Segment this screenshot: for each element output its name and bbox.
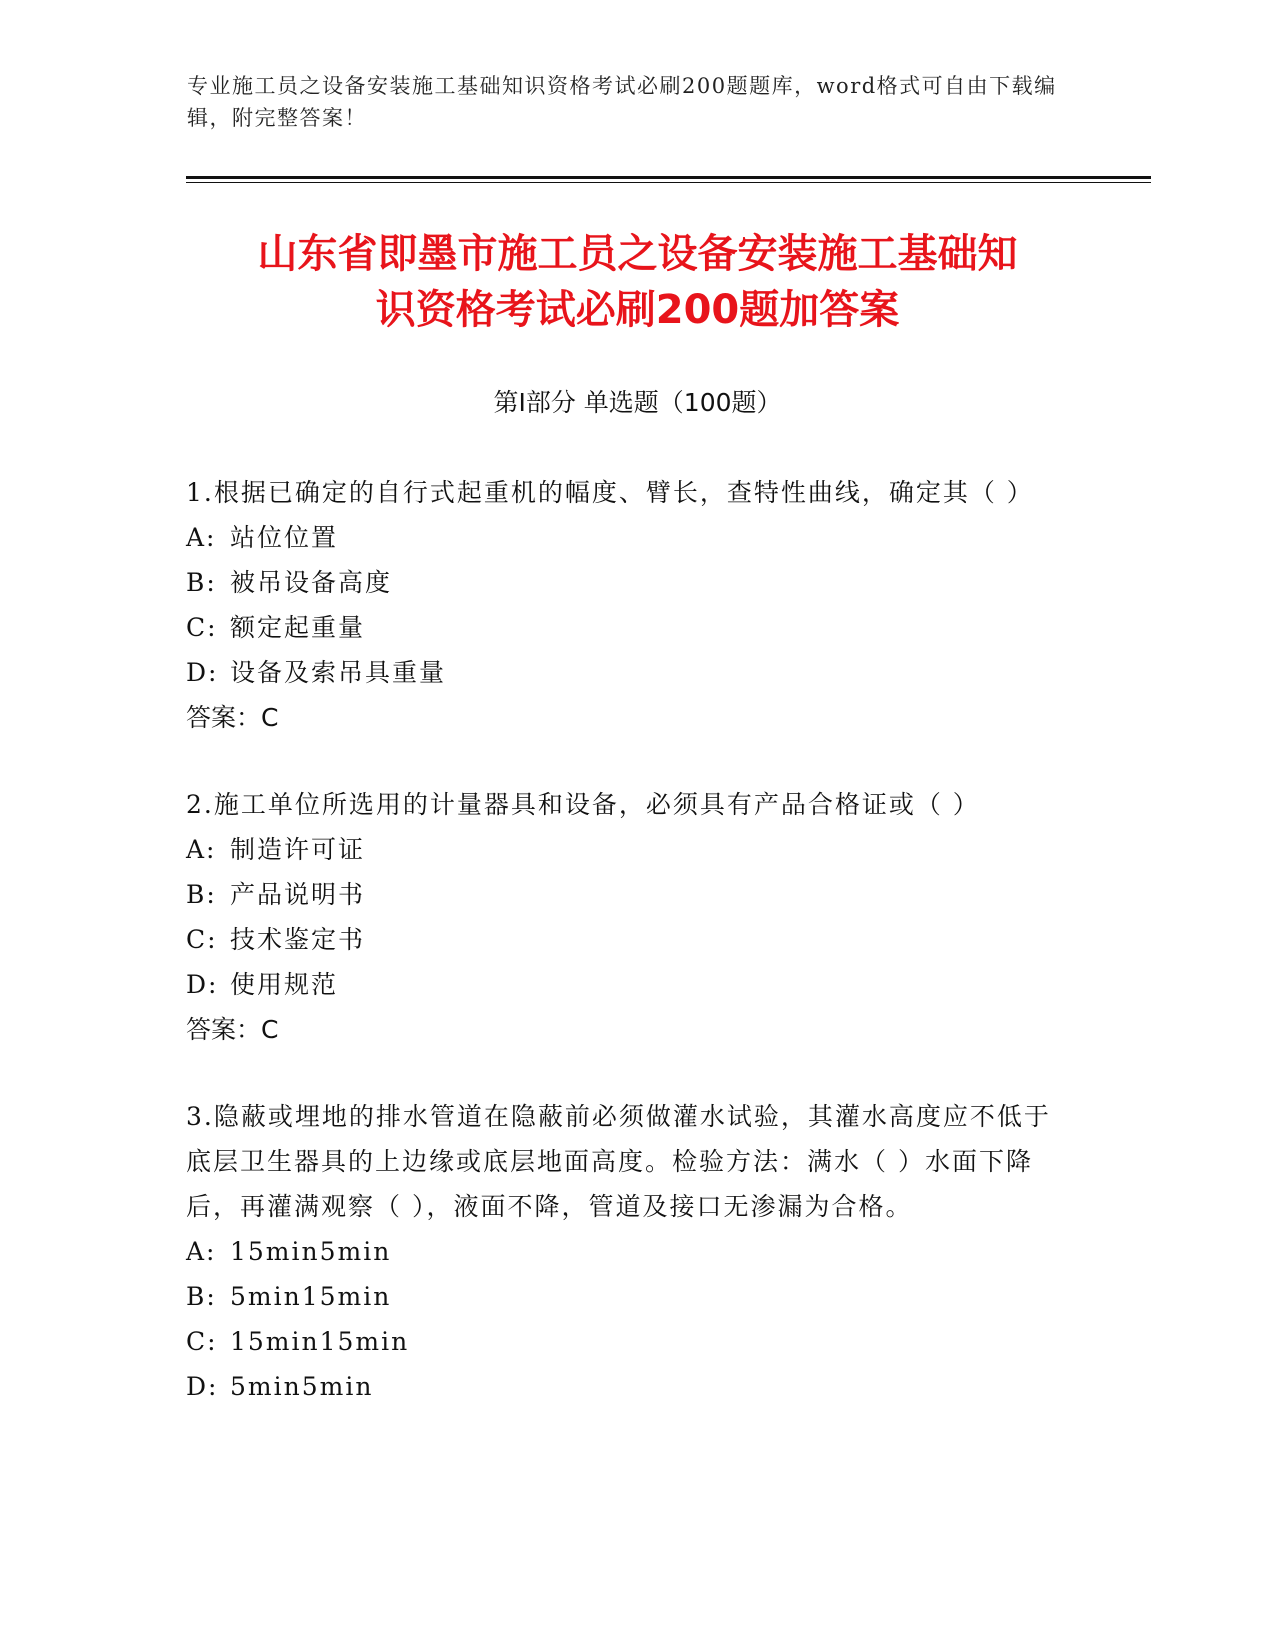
option-a <box>186 827 1071 872</box>
option-text: 产品说明书 <box>230 880 366 909</box>
option-d <box>186 1364 1071 1409</box>
answer-line: 答案：C <box>186 1015 279 1044</box>
option-b <box>186 560 1071 605</box>
option-text: 技术鉴定书 <box>230 925 366 954</box>
option-text: 制造许可证 <box>230 835 366 864</box>
document-title-line-1: 山东省即墨市施工员之设备安装施工基础知 <box>257 231 1018 277</box>
option-text: 站位位置 <box>230 523 339 552</box>
option-b <box>186 1274 1071 1319</box>
option-text: 15min15min <box>230 1327 410 1356</box>
option-letter: D: <box>186 658 219 687</box>
option-letter: D: <box>186 970 219 999</box>
option-d <box>186 962 1071 1007</box>
question-stem: 2.施工单位所选用的计量器具和设备，必须具有产品合格证或（ ） <box>186 790 980 819</box>
question-1 <box>186 470 1071 740</box>
option-letter: D: <box>186 1372 219 1401</box>
header-divider-thick <box>186 176 1151 179</box>
document-title-line-2: 识资格考试必刷200题加答案 <box>375 287 900 333</box>
option-letter: A: <box>186 1237 217 1266</box>
option-text: 5min5min <box>230 1372 374 1401</box>
question-3 <box>186 1094 1071 1409</box>
question-stem: 3.隐蔽或埋地的排水管道在隐蔽前必须做灌水试验，其灌水高度应不低于底层卫生器具的上边缘或底层地面高度。检验方法：满水（ ）水面下降后，再灌满观察（ ），液面不降，管道及接口无渗漏为合格。 <box>186 1102 1051 1221</box>
option-text: 被吊设备高度 <box>230 568 393 597</box>
section-heading: 第Ⅰ部分 单选题（100题） <box>493 388 782 417</box>
option-letter: C: <box>186 925 218 954</box>
option-letter: C: <box>186 1327 218 1356</box>
header-divider-thin <box>186 182 1151 183</box>
option-c <box>186 1319 1071 1364</box>
option-letter: B: <box>186 568 217 597</box>
option-c <box>186 917 1071 962</box>
option-letter: B: <box>186 1282 217 1311</box>
question-stem: 1.根据已确定的自行式起重机的幅度、臂长，查特性曲线，确定其（ ） <box>186 478 1034 507</box>
option-letter: A: <box>186 523 217 552</box>
option-letter: B: <box>186 880 217 909</box>
option-text: 设备及索吊具重量 <box>230 658 447 687</box>
option-d <box>186 650 1071 695</box>
option-text: 额定起重量 <box>230 613 366 642</box>
option-text: 使用规范 <box>230 970 339 999</box>
document-title <box>150 226 1125 338</box>
option-text: 5min15min <box>230 1282 392 1311</box>
answer-line: 答案：C <box>186 703 279 732</box>
option-a <box>186 1229 1071 1274</box>
option-b <box>186 872 1071 917</box>
option-c <box>186 605 1071 650</box>
question-2 <box>186 782 1071 1052</box>
option-a <box>186 515 1071 560</box>
option-letter: C: <box>186 613 218 642</box>
option-letter: A: <box>186 835 217 864</box>
question-list <box>186 470 1071 1451</box>
header-note: 专业施工员之设备安装施工基础知识资格考试必刷200题题库，word格式可自由下载编辑，附完整答案！ <box>187 74 1057 130</box>
option-text: 15min5min <box>230 1237 392 1266</box>
